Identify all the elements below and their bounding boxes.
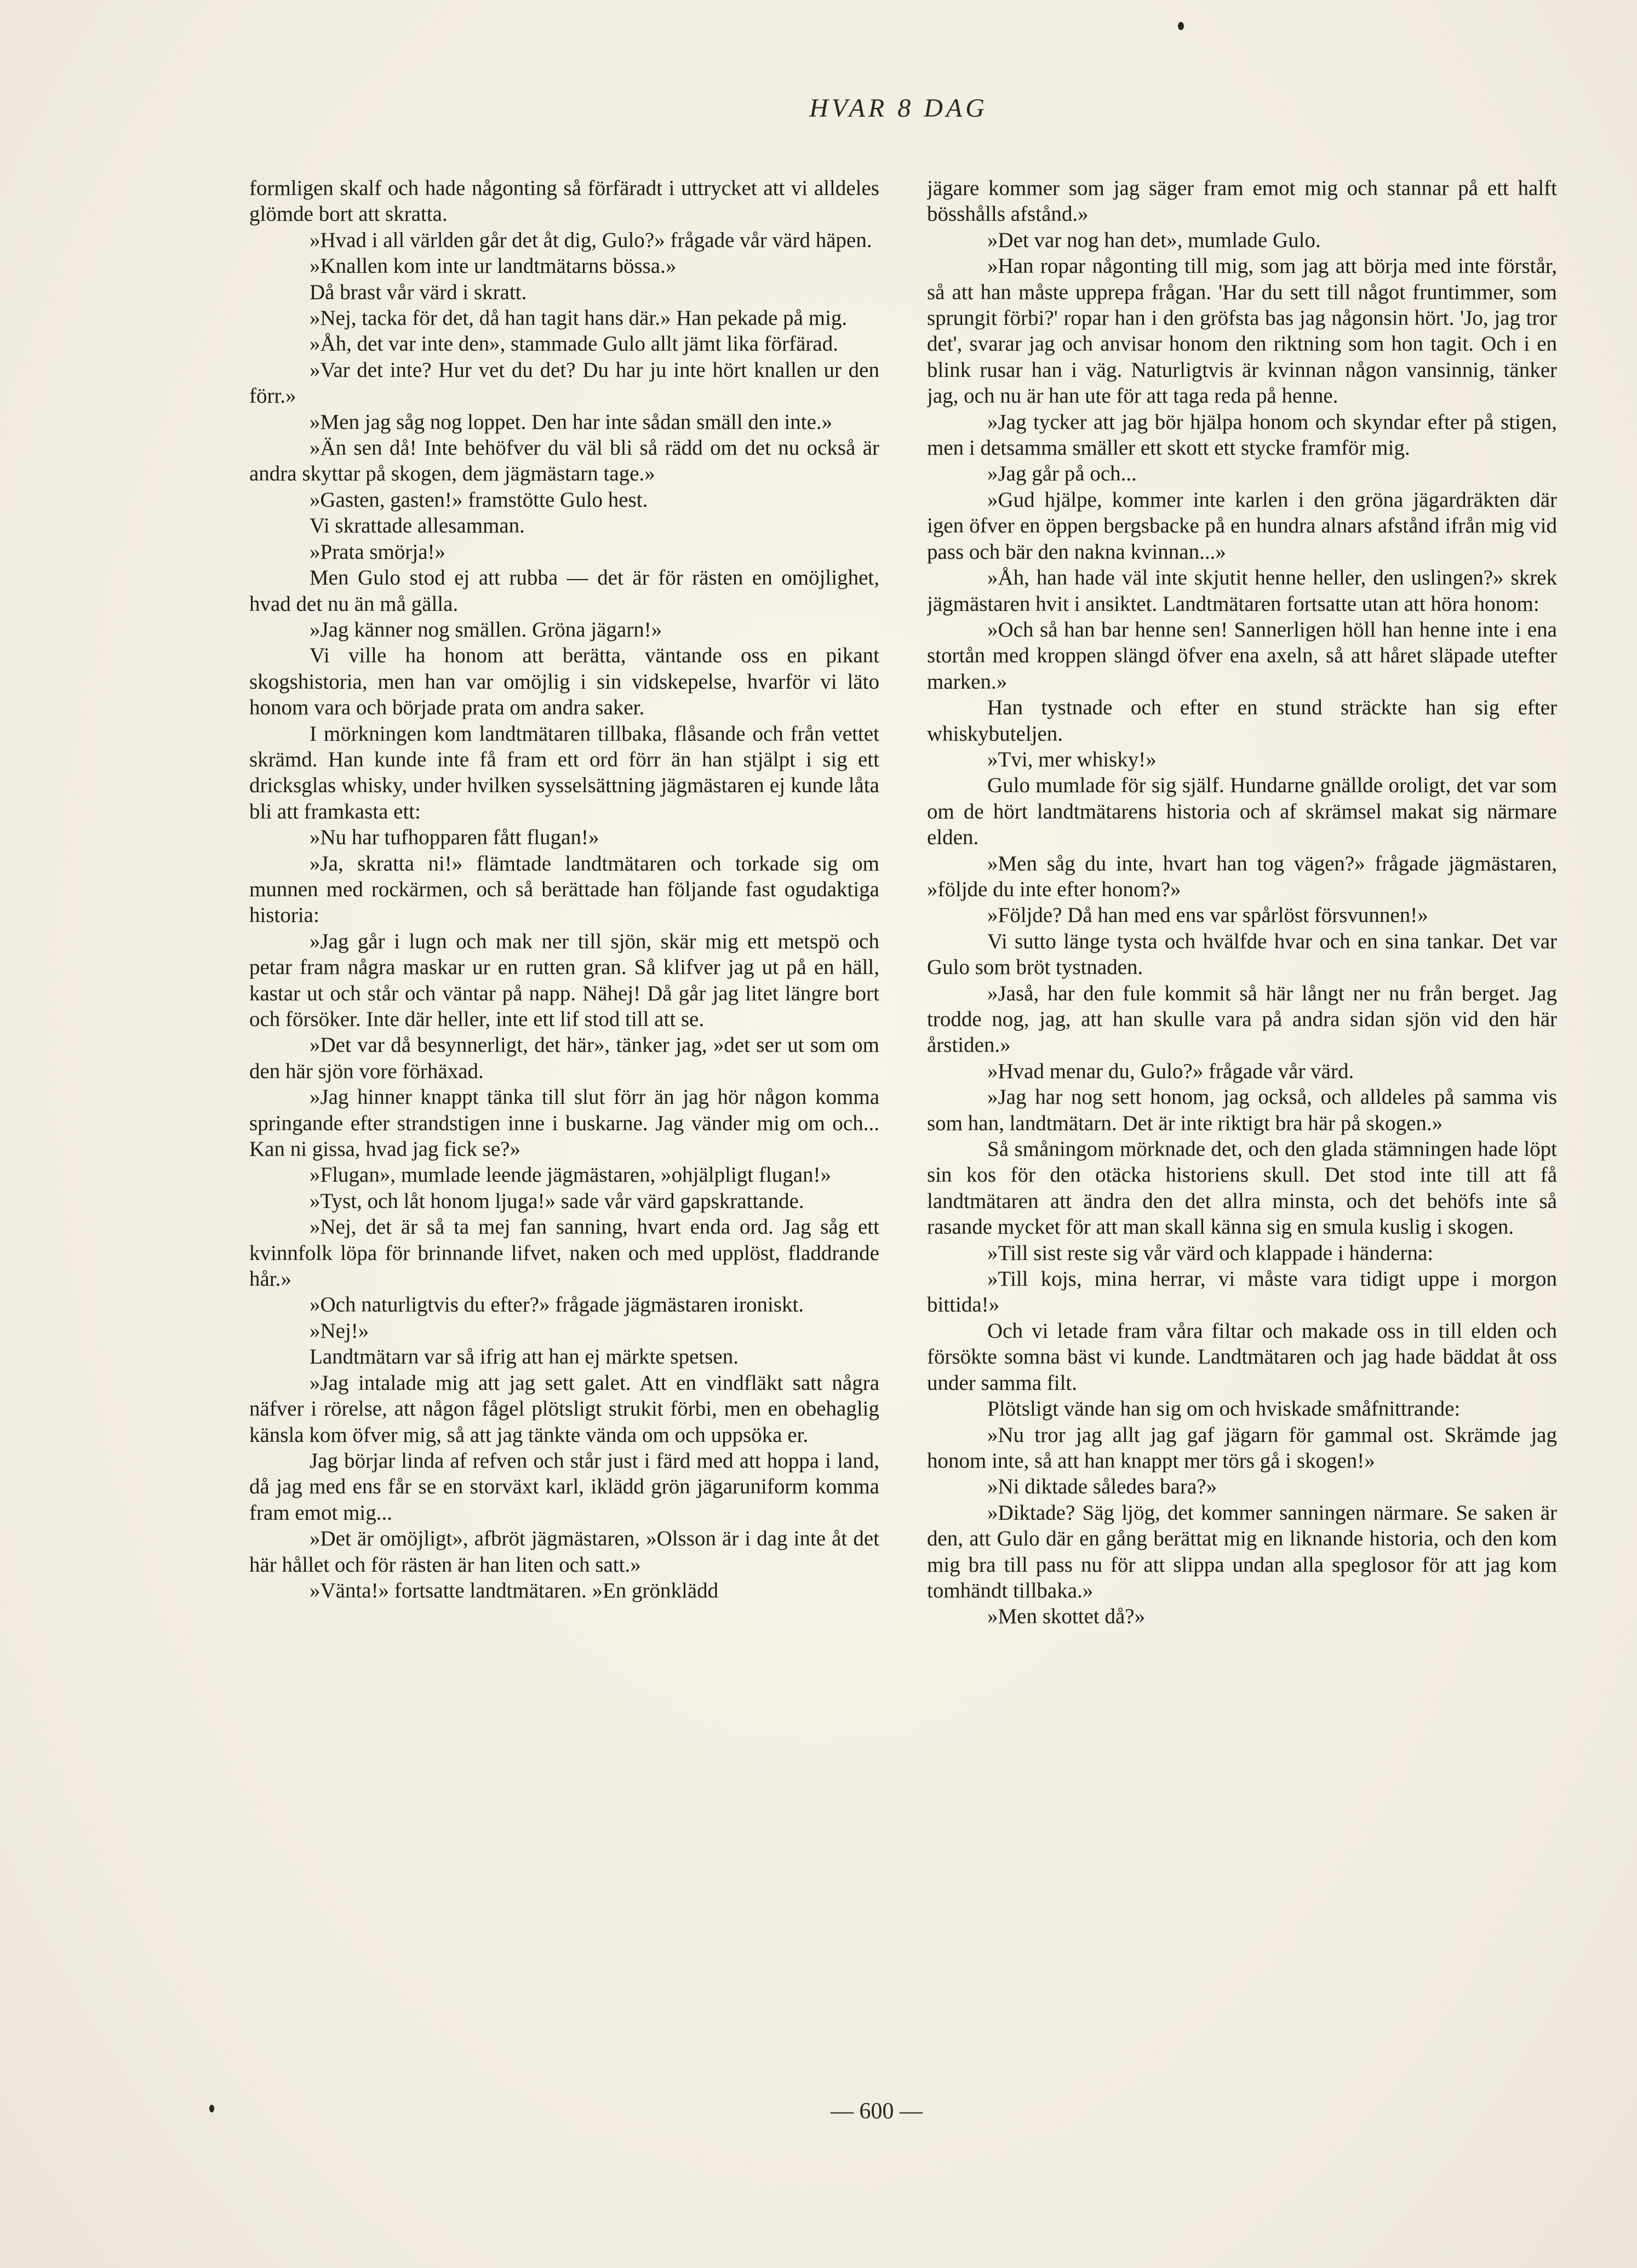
paragraph: Gulo mumlade för sig själf. Hundarne gnällde oroligt, det var som om de hört landtmätarens historia och af skrämsel makat sig närmare elden.: [927, 774, 1557, 850]
paragraph: »Diktade? Säg ljög, det kommer sanningen närmare. Se saken är den, att Gulo där en gång berättat mig en liknande historia, och den kom mig bra till pass nu för att slippa undan alla speglosor för att jag kom tomhändt tillbaka.»: [927, 1500, 1557, 1602]
paragraph: »Flugan», mumlade leende jägmästaren, »ohjälpligt flugan!»: [310, 1163, 831, 1187]
paragraph: »Än sen då! Inte behöfver du väl bli så rädd om det nu också är andra skyttar på skogen, dem jägmästarn tage.»: [249, 436, 879, 486]
paragraph: »Jag går i lugn och mak ner till sjön, skär mig ett metspö och petar fram några maskar ur en rutten gran. Så klifver jag ut på en häll, kastar ut och står och väntar på napp. Nähej! Då går jag litet längre bort och försöker. Inte där heller, inte ett lif stod till att se.: [249, 929, 879, 1031]
page-number: — 600 —: [831, 2099, 923, 2124]
paragraph: »Till sist reste sig vår värd och klappade i händerna:: [987, 1241, 1434, 1265]
paragraph: »Hvad menar du, Gulo?» frågade vår värd.: [987, 1059, 1354, 1083]
paragraph: »Nej!»: [310, 1319, 369, 1343]
paragraph: »Nu har tufhopparen fått flugan!»: [310, 826, 599, 850]
paragraph: »Följde? Då han med ens var spårlöst försvunnen!»: [987, 903, 1428, 927]
paragraph: I mörkningen kom landtmätaren tillbaka, flåsande och från vettet skrämd. Han kunde inte få fram ett ord förr än han stjälpt i sig ett dricksglas whisky, under hvilken sysselsättning jägmästaren ej kunde låta bli att framkasta ett:: [249, 721, 879, 823]
text-column-left: [249, 175, 879, 2093]
paragraph: »Ja, skratta ni!» flämtade landtmätaren och torkade sig om munnen med rockärmen, och så berättade han följande fast ogudaktiga historia:: [249, 851, 879, 927]
paragraph: Landtmätarn var så ifrig att han ej märkte spetsen.: [310, 1345, 739, 1369]
paragraph: »Åh, det var inte den», stammade Gulo allt jämt lika förfärad.: [310, 332, 838, 356]
paragraph: Han tystnade och efter en stund sträckte han sig efter whiskybuteljen.: [927, 696, 1557, 746]
paragraph: Men Gulo stod ej att rubba — det är för rästen en omöjlighet, hvad det nu än må gälla.: [249, 566, 879, 616]
paragraph: »Åh, han hade väl inte skjutit henne heller, den uslingen?» skrek jägmästaren hvit i ansiktet. Landtmätaren fortsatte utan att höra honom:: [927, 566, 1557, 616]
paragraph: formligen skalf och hade någonting så förfäradt i uttrycket att vi alldeles glömde bort att skratta.: [249, 176, 879, 226]
paragraph: »Knallen kom inte ur landtmätarns bössa.»: [310, 254, 677, 278]
paragraph: »Tyst, och låt honom ljuga!» sade vår värd gapskrattande.: [310, 1189, 804, 1213]
print-speck-top: [1178, 22, 1184, 30]
paragraph: »Var det inte? Hur vet du det? Du har ju inte hört knallen ur den förr.»: [249, 358, 879, 408]
paragraph: »Jag känner nog smällen. Gröna jägarn!»: [310, 617, 662, 642]
paragraph: »Ni diktade således bara?»: [987, 1475, 1217, 1499]
paragraph: »Gasten, gasten!» framstötte Gulo hest.: [310, 488, 648, 512]
paragraph: jägare kommer som jag säger fram emot mig och stannar på ett halft bösshålls afstånd.»: [927, 176, 1557, 226]
paragraph: »Hvad i all världen går det åt dig, Gulo?» frågade vår värd häpen.: [310, 228, 872, 252]
paragraph: »Och så han bar henne sen! Sannerligen höll han henne inte i ena stortån med kroppen slängd öfver ena axeln, så att håret släpade utefter marken.»: [927, 617, 1557, 694]
paragraph: »Tvi, mer whisky!»: [987, 747, 1157, 771]
paragraph: Så småningom mörknade det, och den glada stämningen hade löpt sin kos för den otäcka historiens skull. Det stod inte till att få landtmätaren att ändra den det allra minsta, och det behöfs inte så rasande mycket för att man skall känna sig en smula kuslig i skogen.: [927, 1137, 1557, 1239]
paragraph: »Jaså, har den fule kommit så här långt ner nu från berget. Jag trodde nog, jag, att han skulle vara på andra sidan sjön vid den här årstiden.»: [927, 981, 1557, 1057]
paragraph: »Gud hjälpe, kommer inte karlen i den gröna jägardräkten där igen öfver en öppen bergsbacke på en hundra alnars afstånd ifrån mig vid pass och bär den nakna kvinnan...»: [927, 488, 1557, 564]
paragraph: »Jag har nog sett honom, jag också, och alldeles på samma vis som han, landtmätarn. Det är inte riktigt bra här på skogen.»: [927, 1085, 1557, 1135]
paragraph: »Jag tycker att jag bör hjälpa honom och skyndar efter på stigen, men i detsamma smäller ett skott ett stycke framför mig.: [927, 410, 1557, 460]
paragraph: Vi skrattade allesamman.: [310, 514, 525, 538]
paragraph: Plötsligt vände han sig om och hviskade småfnittrande:: [987, 1397, 1461, 1421]
paragraph: Jag börjar linda af refven och står just i färd med att hoppa i land, då jag med ens får se en storväxt karl, iklädd grön jägaruniform komma fram emot mig...: [249, 1448, 879, 1525]
paragraph: »Jag intalade mig att jag sett galet. Att en vindfläkt satt några näfver i rörelse, att någon fågel plötsligt strukit förbi, men en obehaglig känsla kom öfver mig, så att jag tänkte vända om och uppsöka er.: [249, 1371, 879, 1447]
paragraph: Då brast vår värd i skratt.: [310, 280, 527, 304]
paragraph: »Nu tror jag allt jag gaf jägarn för gammal ost. Skrämde jag honom inte, så att han knappt mer törs gå i skogen!»: [927, 1423, 1557, 1473]
paragraph: »Men såg du inte, hvart han tog vägen?» frågade jägmästaren, »följde du inte efter honom?»: [927, 851, 1557, 901]
paragraph: »Till kojs, mina herrar, vi måste vara tidigt uppe i morgon bittida!»: [927, 1267, 1557, 1317]
paragraph: »Men jag såg nog loppet. Den har inte sådan smäll den inte.»: [310, 410, 833, 434]
paragraph: »Nej, tacka för det, då han tagit hans där.» Han pekade på mig.: [310, 306, 848, 330]
paragraph: »Det var nog han det», mumlade Gulo.: [987, 228, 1321, 252]
running-header: HVAR 8 DAG: [809, 94, 988, 123]
paragraph: »Jag går på och...: [987, 462, 1137, 486]
paragraph: »Det var då besynnerligt, det här», tänker jag, »det ser ut som om den här sjön vore förhäxad.: [249, 1033, 879, 1083]
paragraph: »Nej, det är så ta mej fan sanning, hvart enda ord. Jag såg ett kvinnfolk löpa för brinnande lifvet, naken och med upplöst, fladdrande hår.»: [249, 1215, 879, 1291]
print-speck-bottom: [209, 2105, 214, 2112]
paragraph: »Jag hinner knappt tänka till slut förr än jag hör någon komma springande efter strandstigen inne i buskarne. Jag vänder mig om och... Kan ni gissa, hvad jag fick se?»: [249, 1085, 879, 1161]
paragraph: Och vi letade fram våra filtar och makade oss in till elden och försökte somna bäst vi kunde. Landtmätaren och jag hade bäddat åt oss under samma filt.: [927, 1319, 1557, 1395]
paragraph: »Men skottet då?»: [987, 1605, 1146, 1629]
paragraph: »Det är omöjligt», afbröt jägmästaren, »Olsson är i dag inte åt det här hållet och för rästen är han liten och satt.»: [249, 1527, 879, 1577]
paragraph: »Och naturligtvis du efter?» frågade jägmästaren ironiskt.: [310, 1293, 804, 1317]
paragraph: »Han ropar någonting till mig, som jag att börja med inte förstår, så att han måste upprepa frågan. 'Har du sett till något fruntimmer, som sprungit förbi?' ropar han i den gröfsta bas jag någonsin hört. 'Jo, jag tror det', svarar jag och anvisar honom den riktning som hon tagit. Och i en blink rusar han i väg. Naturligtvis är kvinnan någon vansinnig, tänker jag, och nu är han ute för att taga reda på henne.: [927, 254, 1557, 408]
paragraph: Vi sutto länge tysta och hvälfde hvar och en sina tankar. Det var Gulo som bröt tystnaden.: [927, 929, 1557, 980]
paragraph: Vi ville ha honom att berätta, väntande oss en pikant skogshistoria, men han var omöjlig i sin vidskepelse, hvarför vi läto honom vara och började prata om andra saker.: [249, 644, 879, 720]
text-column-right: [927, 175, 1557, 2093]
paragraph: »Prata smörja!»: [310, 540, 446, 564]
paragraph: »Vänta!» fortsatte landtmätaren. »En grönklädd: [310, 1578, 719, 1602]
